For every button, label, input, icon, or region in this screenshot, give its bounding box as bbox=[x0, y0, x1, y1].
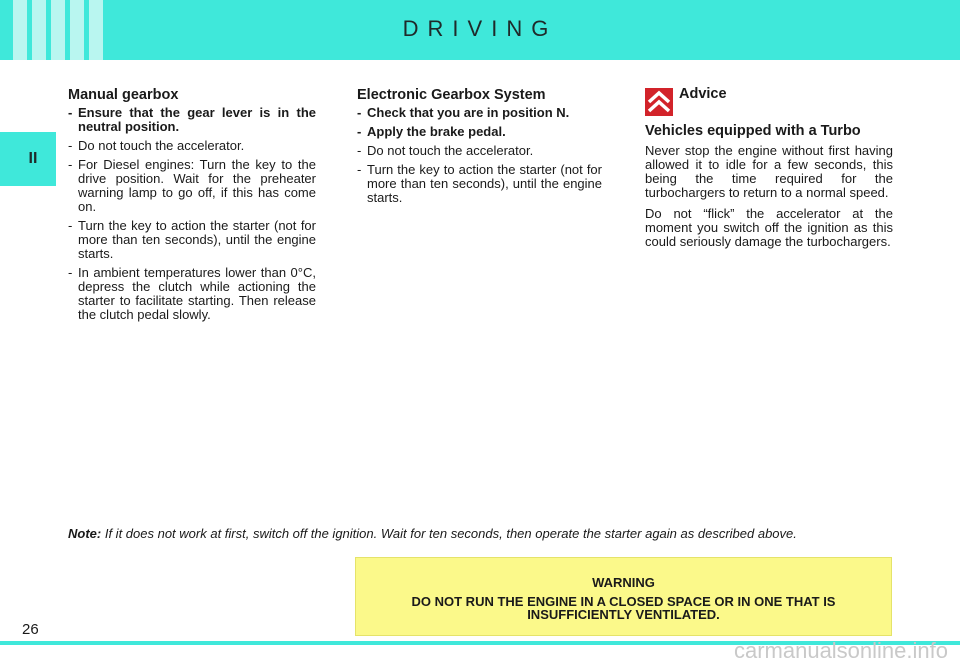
list-item: - Turn the key to action the starter (not for more than ten seconds), until the engine starts. bbox=[357, 163, 602, 205]
advice-header bbox=[645, 88, 893, 116]
advice-section bbox=[645, 88, 893, 256]
note-label: Note: bbox=[68, 526, 102, 541]
header-band bbox=[0, 0, 960, 60]
list-item: - Ensure that the gear lever is in the neutral position. bbox=[68, 106, 316, 134]
citroen-chevron-icon bbox=[645, 88, 673, 116]
list-item: - Turn the key to action the starter (not for more than ten seconds), until the engine starts. bbox=[68, 219, 316, 261]
list-item: - In ambient temperatures lower than 0°C, depress the clutch while actioning the starter to facilitate starting. Then release the clutch pedal slowly. bbox=[68, 266, 316, 322]
list-item: - Apply the brake pedal. bbox=[357, 125, 602, 139]
advice-title: Advice bbox=[679, 86, 727, 102]
chapter-tab-label: II bbox=[28, 150, 38, 167]
page-number: 26 bbox=[22, 621, 39, 638]
list-item: - For Diesel engines: Turn the key to the drive position. Wait for the preheater warning lamp to go off, if this has come on. bbox=[68, 158, 316, 214]
note bbox=[68, 527, 892, 541]
advice-paragraph: Do not “flick” the accelerator at the moment you switch off the ignition as this could seriously damage the turbochargers. bbox=[645, 206, 893, 249]
list-item: - Do not touch the accelerator. bbox=[68, 139, 316, 153]
advice-paragraph: Never stop the engine without first having allowed it to idle for a few seconds, this being the time required for the turbochargers to return to a normal speed. bbox=[645, 143, 893, 200]
list-item: - Check that you are in position N. bbox=[357, 106, 602, 120]
warning-title: WARNING bbox=[592, 575, 655, 590]
manual-gearbox-heading: Manual gearbox bbox=[68, 87, 179, 103]
turbo-subheading: Vehicles equipped with a Turbo bbox=[645, 123, 861, 139]
electronic-gearbox-steps bbox=[357, 106, 602, 205]
watermark: carmanualsonline.info bbox=[733, 638, 948, 663]
list-item: - Do not touch the accelerator. bbox=[357, 144, 602, 158]
chapter-tab bbox=[0, 132, 56, 186]
warning-text: DO NOT RUN THE ENGINE IN A CLOSED SPACE OR IN ONE THAT IS INSUFFICIENTLY VENTILATED. bbox=[411, 594, 836, 622]
electronic-gearbox-heading: Electronic Gearbox System bbox=[357, 87, 546, 103]
page-title: DRIVING bbox=[402, 16, 558, 41]
note-text: If it does not work at first, switch off the ignition. Wait for ten seconds, then operate the starter again as described above. bbox=[104, 526, 797, 541]
manual-gearbox-steps bbox=[68, 106, 316, 322]
warning-box bbox=[355, 557, 892, 636]
electronic-gearbox-section bbox=[357, 88, 602, 210]
manual-gearbox-section bbox=[68, 88, 316, 327]
